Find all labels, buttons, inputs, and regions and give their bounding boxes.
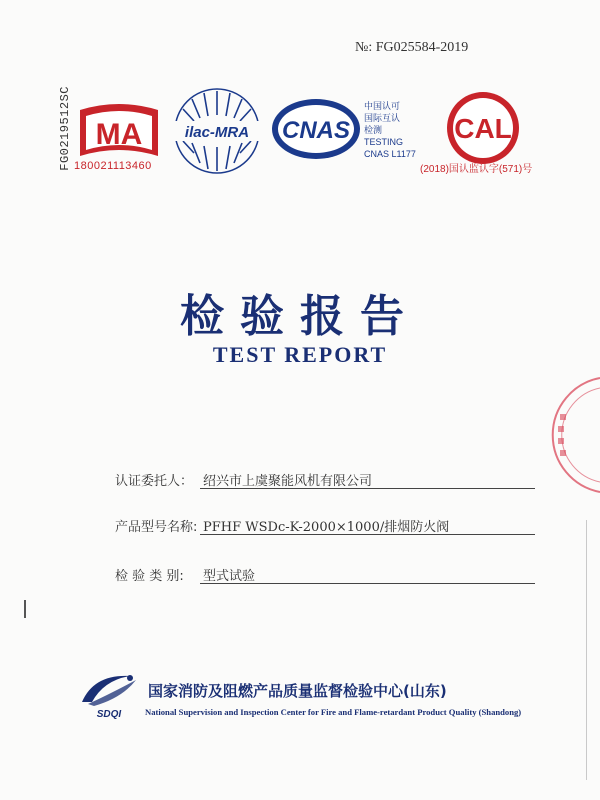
sdqi-logo-icon <box>74 668 144 720</box>
field-label: 产品型号名称: <box>115 520 198 535</box>
field-underline <box>200 488 535 489</box>
field-label: 检 验 类 别: <box>115 569 184 584</box>
field-underline <box>200 534 535 535</box>
vertical-document-code: FG0219512SC <box>58 86 72 171</box>
cnas-logo-icon <box>268 96 364 162</box>
cnas-line: TESTING <box>364 137 404 147</box>
issuer-name-chinese: 国家消防及阻燃产品质量监督检验中心(山东) <box>148 682 447 700</box>
cal-certificate-number: (2018)国认监认字(571)号 <box>420 164 533 175</box>
field-label: 认证委托人： <box>115 474 194 489</box>
field-value: 型式试验 <box>203 569 256 584</box>
issuer-name-english: National Supervision and Inspection Center for Fire and Flame-retardant Product Quality (Shandong) <box>145 707 522 717</box>
report-number: №: FG025584-2019 <box>355 40 469 55</box>
field-client <box>115 470 535 492</box>
field-value: PFHF WSDc-K-2000×1000/排烟防火阀 <box>203 520 450 535</box>
ilac-mra-logo-icon <box>172 85 262 177</box>
field-value: 绍兴市上虞聚能风机有限公司 <box>203 474 373 489</box>
field-inspection-type <box>115 565 535 587</box>
report-title-english: TEST REPORT <box>212 342 388 367</box>
cal-logo-text: CAL <box>454 113 512 144</box>
field-underline <box>200 583 535 584</box>
page-edge-line <box>586 520 587 780</box>
cma-number: 180021113460 <box>74 160 152 172</box>
field-product-model <box>115 516 535 538</box>
cnas-line: 中国认可 <box>364 101 401 111</box>
cnas-accreditation-text <box>364 100 416 160</box>
seal-stamp-icon <box>538 370 600 500</box>
sdqi-logo-text: SDQI <box>96 709 122 720</box>
ilac-mra-logo-text: ilac-MRA <box>184 124 250 141</box>
cnas-line: 检测 <box>364 125 383 135</box>
cnas-logo-text: CNAS <box>281 117 351 144</box>
cma-logo-text: MA <box>95 118 143 151</box>
cnas-line: 国际互认 <box>364 113 401 123</box>
binding-mark <box>24 600 26 618</box>
report-title-chinese: 检验报告 <box>180 291 420 342</box>
cnas-line: CNAS L1177 <box>364 149 416 159</box>
